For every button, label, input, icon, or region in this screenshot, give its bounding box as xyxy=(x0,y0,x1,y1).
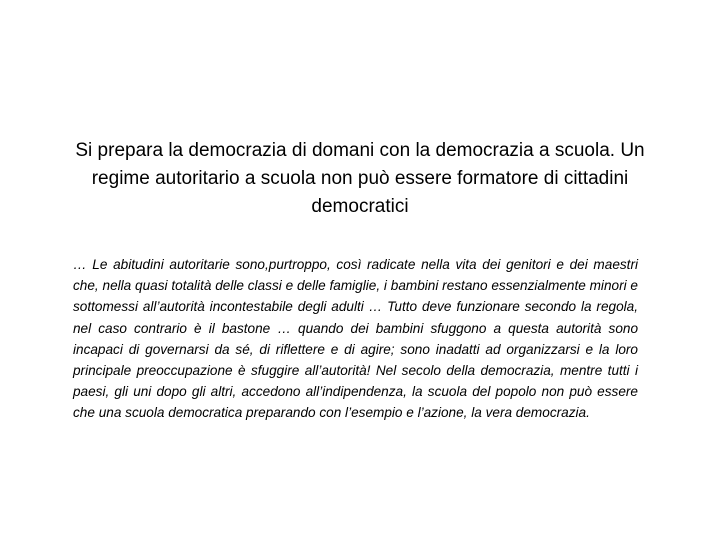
slide-body-text: … Le abitudini autoritarie sono,purtroppo, così radicate nella vita dei genitori e dei maestri che, nella quasi totalità delle classi e delle famiglie, i bambini restano essenzialmente minori e sottomessi all’autorità incontestabile degli adulti … Tutto deve funzionare secondo la regola, nel caso contrario è il bastone … quando dei bambini sfuggono a questa autorità sono incapaci di governarsi da sé, di riflettere e di agire; sono inadatti ad organizzarsi e la loro principale preoccupazione è sfuggire all’autorità! Nel secolo della democrazia, mentre tutti i paesi, gli uni dopo gli altri, accedono all’indipendenza, la scuola del popolo non può essere che una scuola democratica preparando con l’esempio e l’azione, la vera democrazia. xyxy=(73,257,638,421)
slide-title: Si prepara la democrazia di domani con la democrazia a scuola. Un regime autoritario a scuola non può essere formatore di cittadini democratici xyxy=(75,140,645,217)
